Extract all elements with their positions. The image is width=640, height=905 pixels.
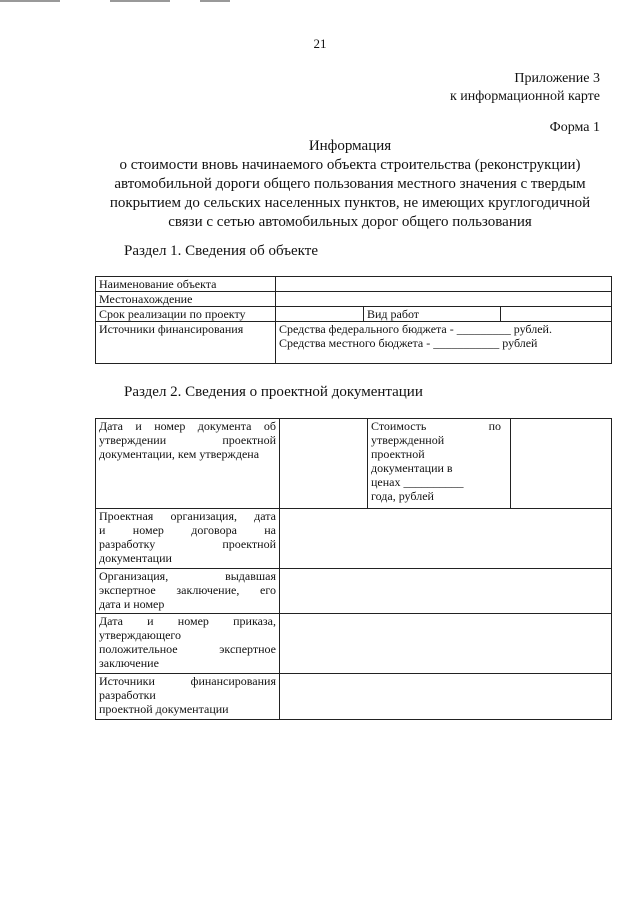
object-info-table xyxy=(95,276,612,364)
table-row xyxy=(96,307,612,322)
federal-budget-line: Средства федерального бюджета - _________ рублей. xyxy=(279,322,552,336)
table-row xyxy=(96,614,612,674)
cell-text: разработку проектной xyxy=(99,537,276,551)
design-org-value[interactable] xyxy=(280,509,612,569)
cell-text: Стоимость по xyxy=(371,419,501,433)
page-number: 21 xyxy=(313,36,327,51)
cell-text: утверждении проектной xyxy=(99,433,276,447)
order-value[interactable] xyxy=(280,614,612,674)
table-row xyxy=(96,277,612,292)
table-row xyxy=(96,292,612,307)
term-label: Срок реализации по проекту xyxy=(96,307,276,322)
scan-artifact xyxy=(200,0,230,2)
cell-text: экспертное заключение, его xyxy=(99,583,276,597)
cell-text: документации xyxy=(99,551,172,565)
work-type-label: Вид работ xyxy=(364,307,501,322)
funding-source-label xyxy=(96,674,280,720)
cell-text: документации, кем утверждена xyxy=(99,447,260,461)
section2-heading: Раздел 2. Сведения о проектной документации xyxy=(124,384,423,400)
cell-text: проектной xyxy=(371,447,425,461)
table-row xyxy=(96,674,612,720)
doc-approval-value[interactable] xyxy=(280,419,368,509)
cell-text: Источники финансирования xyxy=(99,674,276,688)
cell-text: Дата и номер приказа, xyxy=(99,614,276,628)
cell-text: Проектная организация, дата xyxy=(99,509,276,523)
section1-heading: Раздел 1. Сведения об объекте xyxy=(124,243,318,259)
cell-text: Дата и номер документа об xyxy=(99,419,276,433)
cell-text: Организация, выдавшая xyxy=(99,569,276,583)
cell-text: ценах __________ xyxy=(371,475,464,489)
design-org-label xyxy=(96,509,280,569)
location-value[interactable] xyxy=(276,292,612,307)
expert-org-label xyxy=(96,569,280,614)
financing-label: Источники финансирования xyxy=(96,322,276,364)
cell-text: и номер договора на xyxy=(99,523,276,537)
table-row xyxy=(96,509,612,569)
scan-artifact xyxy=(110,0,170,2)
work-type-value[interactable] xyxy=(501,307,612,322)
title-line-2: о стоимости вновь начинаемого объекта строительства (реконструкции) xyxy=(119,157,581,173)
table-row xyxy=(96,419,612,509)
cell-text: документации в xyxy=(371,461,453,475)
cost-label xyxy=(368,419,511,509)
title-line-5: связи с сетью автомобильных дорог общего пользования xyxy=(168,214,532,230)
object-name-value[interactable] xyxy=(276,277,612,292)
form-label: Форма 1 xyxy=(549,120,600,135)
table-row xyxy=(96,322,612,364)
cell-text: заключение xyxy=(99,656,159,670)
cell-text: проектной документации xyxy=(99,702,229,716)
cell-text: разработки xyxy=(99,688,156,702)
cell-text: утвержденной xyxy=(371,433,445,447)
title-line-1: Информация xyxy=(308,138,392,154)
document-title xyxy=(60,137,640,232)
cell-text: положительное экспертное xyxy=(99,642,276,656)
location-label: Местонахождение xyxy=(96,292,276,307)
title-line-3: автомобильной дороги общего пользования местного значения с твердым xyxy=(114,176,586,192)
doc-approval-label xyxy=(96,419,280,509)
object-name-label: Наименование объекта xyxy=(96,277,276,292)
appendix-note xyxy=(450,70,600,106)
funding-source-value[interactable] xyxy=(280,674,612,720)
appendix-line-1: Приложение 3 xyxy=(514,71,600,86)
financing-value xyxy=(276,322,612,364)
title-line-4: покрытием до сельских населенных пунктов, не имеющих круглогодичной xyxy=(109,195,591,211)
local-budget-line: Средства местного бюджета - ___________ рублей xyxy=(279,336,538,350)
appendix-line-2: к информационной карте xyxy=(449,89,600,104)
cell-text: дата и номер xyxy=(99,597,165,611)
order-label xyxy=(96,614,280,674)
expert-org-value[interactable] xyxy=(280,569,612,614)
project-docs-table xyxy=(95,418,612,720)
cell-text: утверждающего xyxy=(99,628,182,642)
cost-value[interactable] xyxy=(511,419,612,509)
cell-text: года, рублей xyxy=(371,489,434,503)
term-value[interactable] xyxy=(276,307,364,322)
table-row xyxy=(96,569,612,614)
scan-artifact xyxy=(0,0,60,2)
